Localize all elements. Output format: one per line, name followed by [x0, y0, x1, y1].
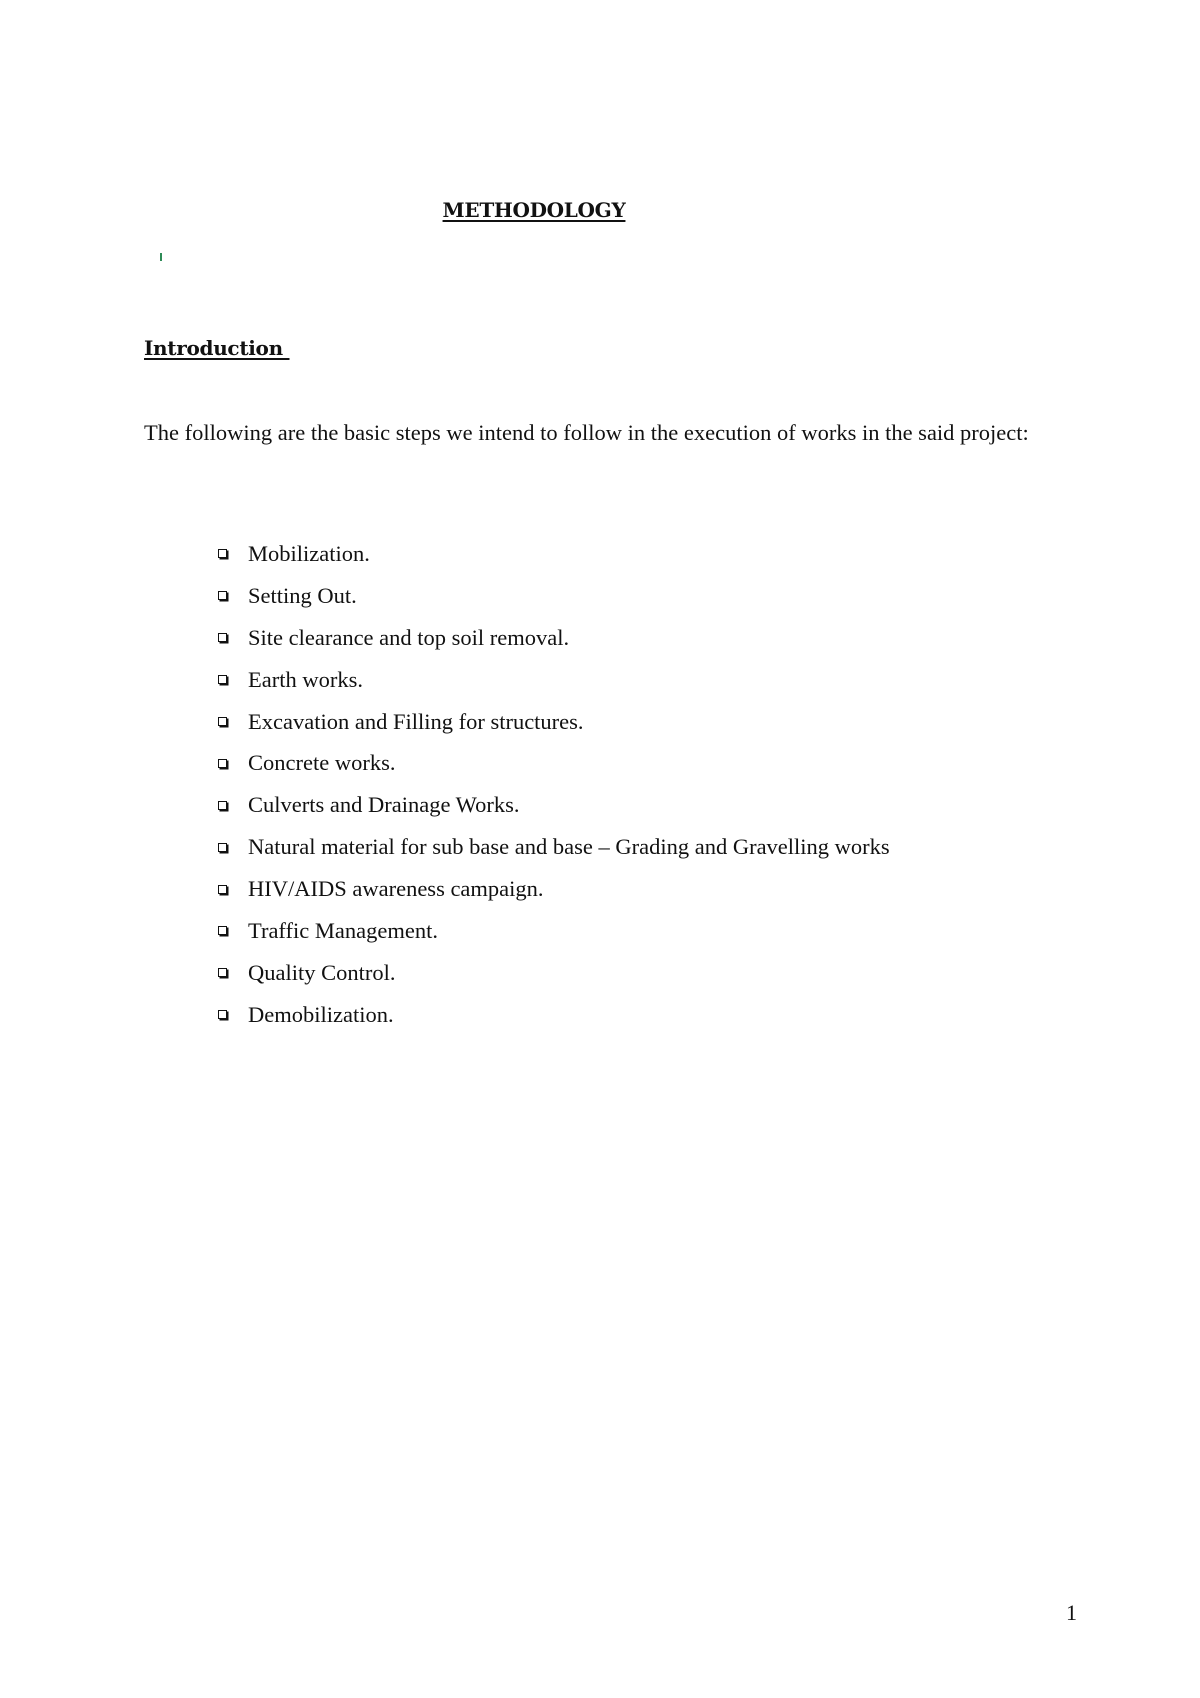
- square-bullet-icon: [218, 926, 227, 935]
- steps-list: [216, 533, 890, 1036]
- square-bullet-icon: [218, 801, 227, 810]
- list-item-text: Demobilization.: [248, 1001, 394, 1027]
- list-item: [216, 868, 890, 910]
- section-heading-introduction: Introduction: [144, 336, 290, 360]
- list-item: [216, 994, 890, 1036]
- list-item: [216, 533, 890, 575]
- list-item-text: Earth works.: [248, 666, 363, 692]
- square-bullet-icon: [218, 675, 227, 684]
- square-bullet-icon: [218, 717, 227, 726]
- list-item: [216, 701, 890, 743]
- square-bullet-icon: [218, 549, 227, 558]
- list-item-text: Mobilization.: [248, 541, 370, 566]
- list-item: [216, 952, 890, 994]
- square-bullet-icon: [218, 843, 227, 852]
- list-item-text: Culverts and Drainage Works.: [248, 792, 520, 818]
- page-title: METHODOLOGY: [442, 198, 626, 222]
- square-bullet-icon: [218, 1010, 227, 1019]
- square-bullet-icon: [218, 759, 227, 768]
- square-bullet-icon: [218, 591, 227, 600]
- list-item: [216, 742, 890, 784]
- list-item-text: Natural material for sub base and base – Grading and Gravelling works: [248, 834, 890, 860]
- list-item-text: Traffic Management.: [248, 918, 438, 944]
- square-bullet-icon: [218, 633, 227, 642]
- list-item-text: Concrete works.: [248, 750, 396, 776]
- list-item-text: Setting Out.: [248, 582, 357, 608]
- square-bullet-icon: [218, 885, 227, 894]
- page-number: 1: [1066, 1600, 1077, 1625]
- list-item: [216, 784, 890, 826]
- list-item: [216, 659, 890, 701]
- green-tick-mark-icon: [160, 253, 162, 261]
- list-item-text: Excavation and Filling for structures.: [248, 708, 584, 734]
- list-item: [216, 575, 890, 617]
- square-bullet-icon: [218, 968, 227, 977]
- list-item: [216, 617, 890, 659]
- list-item-text: HIV/AIDS awareness campaign.: [248, 876, 544, 902]
- list-item-text: Quality Control.: [248, 959, 396, 985]
- list-item: [216, 910, 890, 952]
- list-item-text: Site clearance and top soil removal.: [248, 624, 570, 650]
- intro-paragraph: The following are the basic steps we intend to follow in the execution of works in the said project:: [144, 420, 1029, 445]
- list-item: [216, 826, 890, 868]
